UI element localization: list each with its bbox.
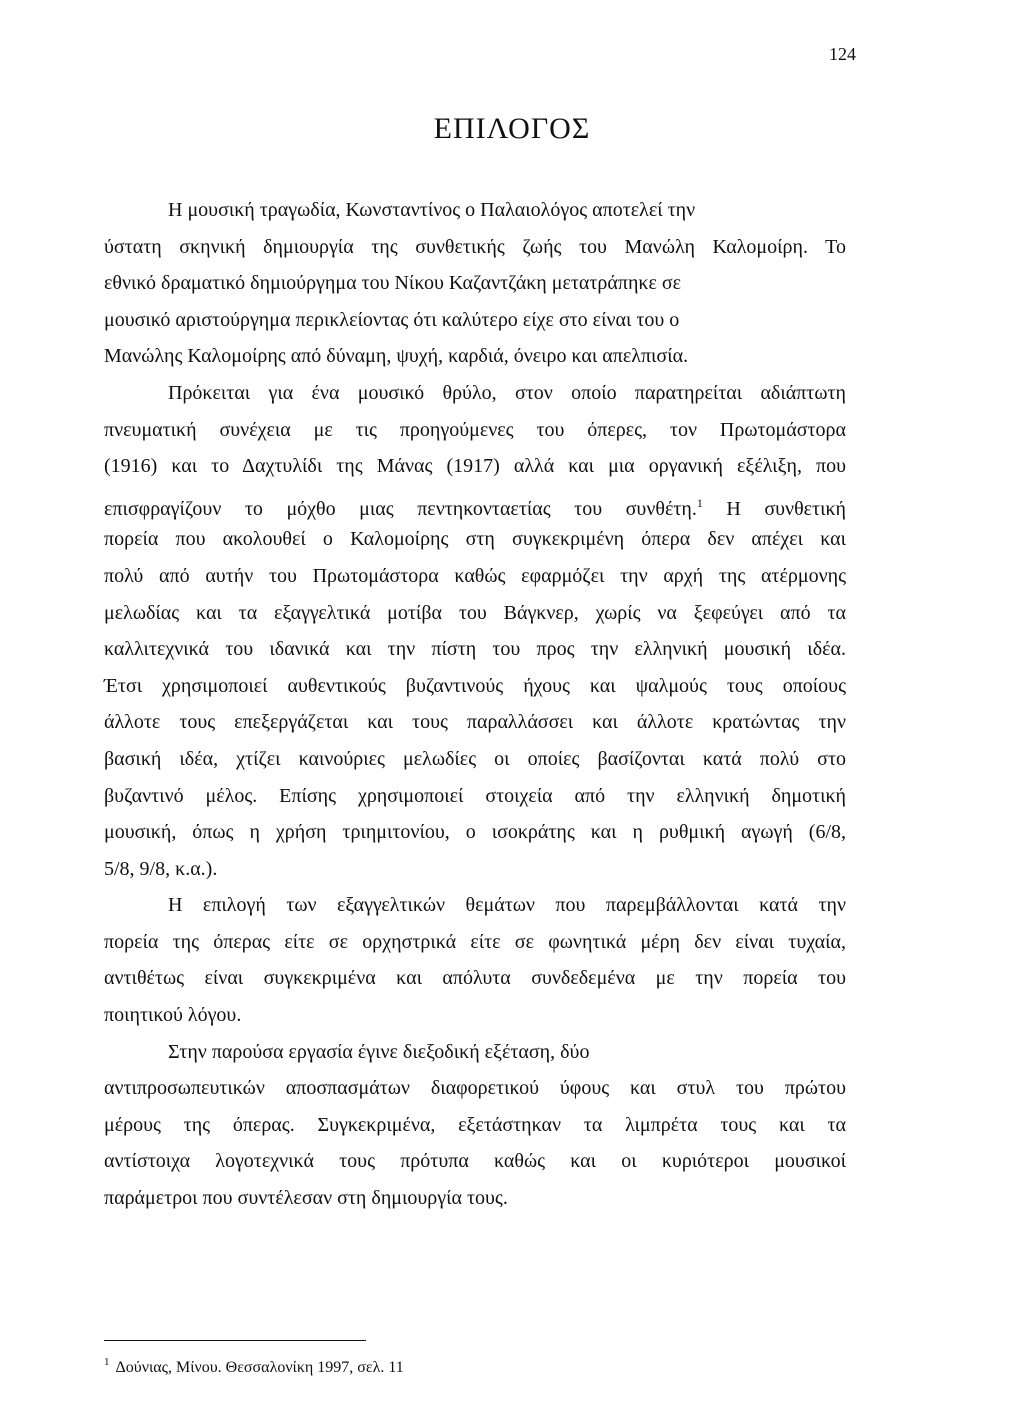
text-line xyxy=(104,631,846,668)
text-line xyxy=(104,412,846,449)
line-text: ύστατη σκηνική δημιουργία της συνθετικής ζωής του Μανώλη Καλομοίρη. Το xyxy=(104,235,846,258)
footnote-reference: 1 xyxy=(696,495,703,510)
line-text: εθνικό δραματικό δημιούργημα του Νίκου Καζαντζάκη μετατράπηκε σε xyxy=(104,272,682,295)
text-line xyxy=(104,521,846,558)
text-line xyxy=(104,595,846,632)
text-line xyxy=(104,485,846,522)
line-text: ποιητικού λόγου. xyxy=(104,1004,242,1027)
line-text-continued: Η συνθετική xyxy=(702,497,847,520)
line-text: καλλιτεχνικά του ιδανικά και την πίστη του προς την ελληνική μουσική ιδέα. xyxy=(104,638,846,661)
line-text: μουσική, όπως η χρήση τριημιτονίου, ο ισοκράτης και η ρυθμική αγωγή (6/8, xyxy=(104,821,846,844)
line-text: Μανώλης Καλομοίρης από δύναμη, ψυχή, καρδιά, όνειρο και απελπισία. xyxy=(104,345,689,368)
line-text: Πρόκειται για ένα μουσικό θρύλο, στον οποίο παρατηρείται αδιάπτωτη xyxy=(168,381,846,404)
text-line xyxy=(104,960,846,997)
footnote-marker: 1 xyxy=(104,1356,110,1368)
text-line xyxy=(104,1107,846,1144)
line-text: Έτσι χρησιμοποιεί αυθεντικούς βυζαντινούς ήχους και ψαλμούς τους οποίους xyxy=(104,674,846,697)
line-text: πορεία που ακολουθεί ο Καλομοίρης στη συγκεκριμένη όπερα δεν απέχει και xyxy=(104,528,846,551)
line-text: παράμετροι που συντέλεσαν στη δημιουργία τους. xyxy=(104,1187,508,1210)
page-heading: ΕΠΙΛΟΓΟΣ xyxy=(433,112,591,145)
text-line xyxy=(104,448,846,485)
text-line xyxy=(104,668,846,705)
text-line xyxy=(104,229,846,266)
line-text: Στην παρούσα εργασία έγινε διεξοδική εξέταση, δύο xyxy=(168,1040,590,1063)
text-line xyxy=(104,1143,846,1180)
text-line xyxy=(104,558,846,595)
line-text: βασική ιδέα, χτίζει καινούριες μελωδίες οι οποίες βασίζονται κατά πολύ στο xyxy=(104,747,846,770)
line-text: μέρους της όπερας. Συγκεκριμένα, εξετάστηκαν τα λιμπρέτα τους και τα xyxy=(104,1113,846,1136)
line-text: Η επιλογή των εξαγγελτικών θεμάτων που παρεμβάλλονται κατά την xyxy=(168,894,846,917)
text-line xyxy=(104,1070,846,1107)
text-line xyxy=(104,338,846,375)
line-text: πνευματική συνέχεια με τις προηγούμενες του όπερες, τον Πρωτομάστορα xyxy=(104,418,846,441)
line-text: βυζαντινό μέλος. Επίσης χρησιμοποιεί στοιχεία από την ελληνική δημοτική xyxy=(104,784,846,807)
text-line xyxy=(104,1034,846,1071)
text-line xyxy=(104,192,846,229)
line-text: μελωδίας και τα εξαγγελτικά μοτίβα του Βάγκνερ, χωρίς να ξεφεύγει από τα xyxy=(104,601,846,624)
line-text: επισφραγίζουν το μόχθο μιας πεντηκονταετίας του συνθέτη. xyxy=(104,497,697,520)
line-text: Η μουσική τραγωδία, Κωνσταντίνος ο Παλαιολόγος αποτελεί την xyxy=(168,199,696,221)
line-text: αντιθέτως είναι συγκεκριμένα και απόλυτα συνδεδεμένα με την πορεία του xyxy=(104,967,846,990)
text-line xyxy=(104,851,846,888)
text-line xyxy=(104,814,846,851)
text-line xyxy=(104,375,846,412)
text-line xyxy=(104,741,846,778)
footnote-rule xyxy=(104,1340,366,1341)
line-text: μουσικό αριστούργημα περικλείοντας ότι καλύτερο είχε στο είναι του ο xyxy=(104,308,680,331)
line-text: (1916) και το Δαχτυλίδι της Μάνας (1917) αλλά και μια οργανική εξέλιξη, που xyxy=(104,455,846,478)
line-text: αντίστοιχα λογοτεχνικά τους πρότυπα καθώς και οι κυριότεροι μουσικοί xyxy=(104,1150,846,1173)
line-text: αντιπροσωπευτικών αποσπασμάτων διαφορετικού ύφους και στυλ του πρώτου xyxy=(104,1077,846,1100)
footnote-text: Δούνιας, Μίνου. Θεσσαλονίκη 1997, σελ. 11 xyxy=(115,1359,404,1376)
text-line xyxy=(104,924,846,961)
text-line xyxy=(104,997,846,1034)
footnote xyxy=(104,1356,404,1377)
text-line xyxy=(104,265,846,302)
line-text: 5/8, 9/8, κ.α.). xyxy=(104,857,218,880)
text-line xyxy=(104,1180,846,1217)
line-text: πορεία της όπερας είτε σε ορχηστρικά είτε σε φωνητικά μέρη δεν είναι τυχαία, xyxy=(104,930,846,953)
line-text: άλλοτε τους επεξεργάζεται και τους παραλλάσσει και άλλοτε κρατώντας την xyxy=(104,711,846,734)
text-line xyxy=(104,704,846,741)
page-number: 124 xyxy=(829,44,856,64)
text-line xyxy=(104,778,846,815)
body-text xyxy=(104,192,846,1217)
line-text: πολύ από αυτήν του Πρωτομάστορα καθώς εφαρμόζει την αρχή της ατέρμονης xyxy=(104,564,846,587)
text-line xyxy=(104,887,846,924)
text-line xyxy=(104,302,846,339)
